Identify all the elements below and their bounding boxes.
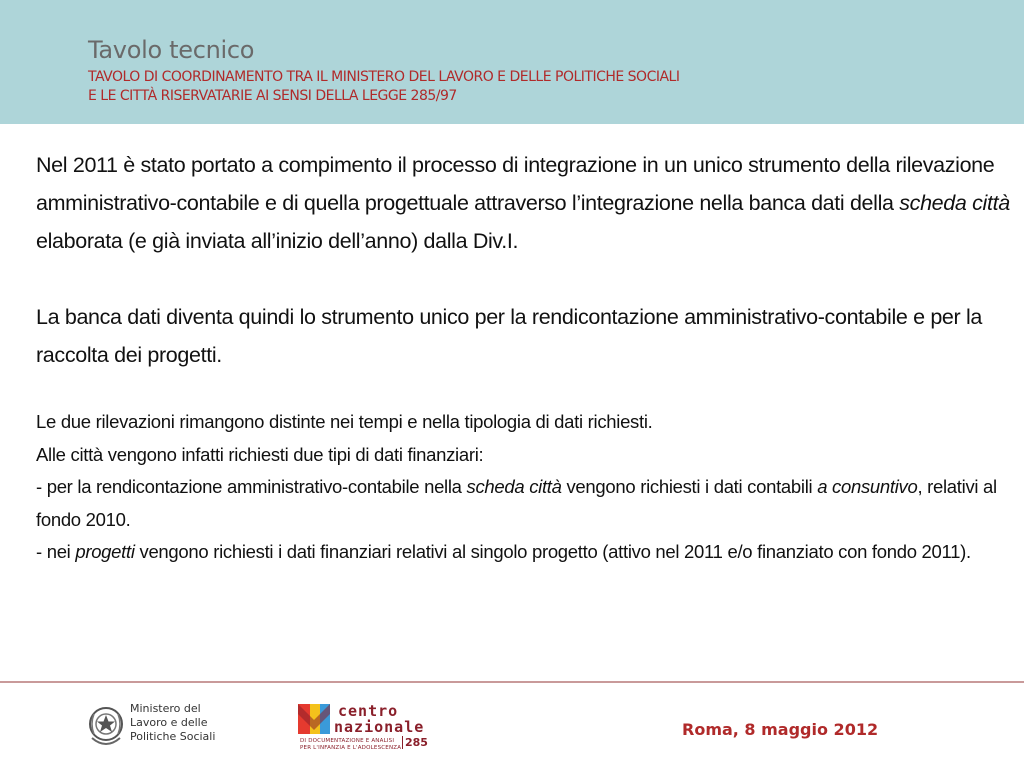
paragraph-integration bbox=[36, 146, 1016, 260]
ministry-line-1: Ministero del bbox=[130, 702, 201, 715]
page-title: Tavolo tecnico bbox=[88, 36, 255, 64]
page-subtitle bbox=[88, 68, 680, 106]
centro-subtitle-2: PER L'INFANZIA E L'ADOLESCENZA bbox=[300, 745, 402, 751]
paragraph-rilevazioni: Le due rilevazioni rimangono distinte nei tempi e nella tipologia di dati richiesti. bbox=[36, 411, 653, 432]
slide-content bbox=[36, 146, 1016, 569]
rendicontazione-text-a: - per la rendicontazione amministrativo-contabile nella bbox=[36, 476, 467, 497]
ministry-line-3: Politiche Sociali bbox=[130, 730, 216, 743]
scheda-citta-emphasis: scheda città bbox=[899, 191, 1010, 215]
paragraph-integration-text-a: Nel 2011 è stato portato a compimento il processo di integrazione in un unico strumento della rilevazione amministrativo-contabile e di quella progettuale attraverso l’integrazione nella banca dati della bbox=[36, 153, 995, 215]
paragraph-progetti bbox=[36, 536, 1016, 569]
law-number: 285 bbox=[402, 736, 428, 749]
ministry-line-2: Lavoro e delle bbox=[130, 716, 208, 729]
footer-date: Roma, 8 maggio 2012 bbox=[682, 720, 879, 739]
main-paragraphs bbox=[36, 146, 1016, 374]
paragraph-integration-text-b: elaborata (e già inviata all’inizio dell’anno) dalla Div.I. bbox=[36, 229, 519, 253]
nazionale-label: nazionale bbox=[334, 718, 425, 736]
centro-label: centro bbox=[338, 702, 399, 720]
scheda-citta-emphasis-2: scheda città bbox=[466, 476, 562, 497]
detail-paragraphs bbox=[36, 406, 1016, 569]
header-banner bbox=[0, 0, 1024, 124]
footer-divider bbox=[0, 681, 1024, 683]
ministry-name bbox=[130, 702, 215, 744]
paragraph-database: La banca dati diventa quindi lo strumento unico per la rendicontazione amministrativo-contabile e per la raccolta dei progetti. bbox=[36, 305, 983, 367]
italian-republic-emblem-icon bbox=[86, 700, 126, 752]
paragraph-dati-finanziari: Alle città vengono infatti richiesti due tipi di dati finanziari: bbox=[36, 443, 484, 465]
rendicontazione-text-c: , relativi al fondo 2010. bbox=[36, 476, 997, 530]
progetti-emphasis: progetti bbox=[75, 541, 135, 562]
subtitle-line-2: E LE CITTÀ RISERVATARIE AI SENSI DELLA LEGGE 285/97 bbox=[88, 88, 457, 104]
subtitle-line-1: TAVOLO DI COORDINAMENTO TRA IL MINISTERO DEL LAVORO E DELLE POLITICHE SOCIALI bbox=[88, 69, 680, 85]
centro-subtitle-1: DI DOCUMENTAZIONE E ANALISI bbox=[300, 738, 395, 744]
progetti-text-b: vengono richiesti i dati finanziari relativi al singolo progetto (attivo nel 2011 e/o finanziato con fondo 2011). bbox=[134, 541, 971, 562]
progetti-text-a: - nei bbox=[36, 541, 76, 562]
centro-subtitle bbox=[300, 738, 401, 752]
paragraph-rendicontazione bbox=[36, 471, 1016, 536]
centro-nazionale-logo-icon bbox=[298, 700, 332, 736]
consuntivo-emphasis: a consuntivo bbox=[817, 476, 918, 497]
rendicontazione-text-b: vengono richiesti i dati contabili bbox=[561, 476, 818, 497]
